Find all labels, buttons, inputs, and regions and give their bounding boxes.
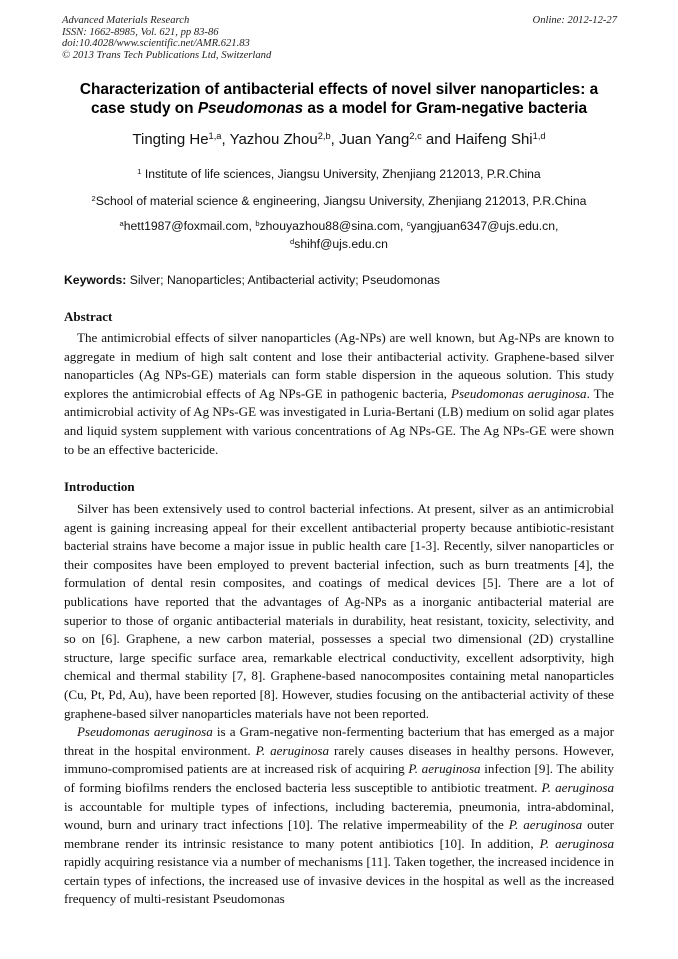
body-text: . The antimicrobial activity of Ag NPs-GE was investigated in Luria-Bertani (LB) medium on solid agar plates and liquid system supplement with various concentrations of Ag NPs-GE. The Ag NPs-GE were shown to be an effective bactericide. bbox=[64, 385, 614, 457]
email-line-1 bbox=[40, 217, 638, 235]
author-affil-mark: 1,d bbox=[532, 130, 546, 141]
introduction-heading: Introduction bbox=[64, 479, 135, 494]
email-mark: d bbox=[290, 236, 295, 246]
body-text: The antimicrobial effects of silver nanoparticles (Ag-NPs) are well known, but Ag-NPs are known to aggregate in medium of high salt content and lose their antibacterial activity. Graphene-based silver nanoparticles (Ag NPs-GE) materials can form stable dispersion in the aqueous solution. This study explores the antimicrobial effects of Ag NPs-GE in pathogenic bacteria, bbox=[64, 330, 614, 401]
intro-paragraph-1: Silver has been extensively used to control bacterial infections. At present, silver as an antimicrobial agent is gaining increasing appeal for their excellent antibacterial property because antibiotic-resistant bacterial strains have become a major issue in public health care [1-3]. Recently, silver nanoparticles or their composites have been employed to prevent bacterial infection, such as burn treatments [4], the formulation of dental resin composites, and coatings of medical devices [5]. There are a lot of publications have reported that the advantages of Ag-NPs as a inorganic antibacterial material are superior to those of organic antibacterial materials in durability, heat resistant, toxicity, selectivity, and so on [6]. Graphene, a new carbon material, possesses a special two dimensional (2D) crystalline structure, large specific surface area, remarkable electrical conductivity, excellent adsorptivity, high chemical and thermal stability [7, 8]. Graphene-based nanocomposites containing metal nanoparticles (Cu, Pt, Pd, Au), have been reported [8]. However, studies focusing on the antibacterial activity of these graphene-based silver nanoparticles materials have not been reported. bbox=[64, 501, 614, 721]
author-name: Yazhou Zhou bbox=[229, 131, 318, 148]
email-line-2 bbox=[40, 235, 638, 253]
affil-text: School of material science & engineering, Jiangsu University, Zhenjiang 212013, P.R.China bbox=[95, 194, 587, 208]
email-mark: a bbox=[119, 218, 124, 228]
author-name: Tingting He bbox=[132, 131, 209, 148]
intro-paragraph-2 bbox=[64, 723, 614, 909]
affiliation-2 bbox=[40, 193, 638, 209]
paper-title bbox=[40, 80, 638, 118]
body-text: rapidly acquiring resistance via a number of mechanisms [11]. Taken together, the increased incidence in certain types of infections, the increased use of invasive devices in the hospital as well as the increased frequency of multi-resistant Pseudomonas bbox=[64, 854, 614, 907]
email-block bbox=[40, 217, 638, 253]
email-mark: b bbox=[255, 218, 260, 228]
body-text: is accountable for multiple types of infections, including bacteremia, pneumonia, intra-abdominal, wound, burn and urinary tract infections [10]. The relative impermeability of the bbox=[64, 798, 614, 833]
title-line-1: Characterization of antibacterial effects of novel silver nanoparticles: a bbox=[79, 81, 599, 98]
online-date: Online: 2012-12-27 bbox=[532, 15, 617, 26]
author-affil-mark: 2,c bbox=[409, 130, 422, 141]
email-link[interactable]: hett1987@foxmail.com, bbox=[123, 219, 256, 233]
affil-mark: 1 bbox=[137, 166, 142, 176]
body-text: outer membrane render its intrinsic resistance to many potent antibiotics [10]. In addition, bbox=[64, 817, 614, 851]
keywords-label: Keywords: bbox=[64, 273, 127, 287]
author-affil-mark: 1,a bbox=[208, 130, 222, 141]
body-text: is a Gram-negative non-fermenting bacterium that has emerged as a major threat in the hospital environment. bbox=[64, 724, 615, 758]
author-separator: , bbox=[221, 131, 230, 148]
title-italic: Pseudomonas bbox=[197, 100, 304, 117]
title-text: as a model for Gram-negative bacteria bbox=[303, 100, 588, 117]
author-separator: and bbox=[421, 131, 456, 148]
keywords-text: Silver; Nanoparticles; Antibacterial activity; Pseudomonas bbox=[126, 273, 440, 287]
species-name: P. aeruginosa bbox=[508, 817, 583, 833]
affiliation-1 bbox=[40, 166, 638, 182]
email-link[interactable]: zhouyazhou88@sina.com, bbox=[259, 219, 407, 233]
doi-line[interactable]: doi:10.4028/www.scientific.net/AMR.621.83 bbox=[62, 38, 250, 50]
introduction-body bbox=[64, 500, 614, 909]
species-name: P. aeruginosa bbox=[541, 779, 615, 795]
author-separator: , bbox=[330, 131, 339, 148]
author-list bbox=[40, 131, 638, 149]
copyright-line: © 2013 Trans Tech Publications Ltd, Switzerland bbox=[62, 49, 272, 61]
species-name: P. aeruginosa bbox=[539, 835, 615, 851]
issn-line: ISSN: 1662-8985, Vol. 621, pp 83-86 bbox=[62, 26, 219, 38]
affil-mark: 2 bbox=[91, 193, 96, 203]
author-name: Juan Yang bbox=[338, 131, 410, 148]
title-line-2 bbox=[40, 99, 638, 118]
email-link[interactable]: yangjuan6347@ujs.edu.cn, bbox=[410, 219, 559, 233]
species-name: Pseudomonas aeruginosa bbox=[77, 724, 213, 740]
title-text: case study on bbox=[90, 100, 198, 117]
email-mark: c bbox=[406, 218, 411, 228]
author-affil-mark: 2,b bbox=[317, 130, 331, 141]
body-text: rarely causes diseases in healthy persons. However, immuno-compromised patients are at increased risk of acquiring bbox=[64, 742, 614, 777]
affil-text: Institute of life sciences, Jiangsu University, Zhenjiang 212013, P.R.China bbox=[141, 167, 541, 181]
keywords bbox=[64, 273, 624, 288]
journal-name: Advanced Materials Research bbox=[62, 15, 190, 26]
email-link[interactable]: shihf@ujs.edu.cn bbox=[294, 237, 388, 251]
abstract-paragraph bbox=[64, 329, 614, 459]
species-name: Pseudomonas aeruginosa bbox=[450, 385, 587, 401]
species-name: P. aeruginosa bbox=[408, 761, 481, 777]
abstract-heading: Abstract bbox=[64, 309, 113, 324]
body-text: infection [9]. The ability of forming biofilms renders the enclosed bacteria less susceptible to antibiotic treatment. bbox=[64, 761, 615, 795]
abstract-body bbox=[64, 329, 614, 459]
running-header bbox=[62, 15, 617, 61]
author-name: Haifeng Shi bbox=[455, 131, 533, 148]
species-name: P. aeruginosa bbox=[255, 742, 330, 758]
